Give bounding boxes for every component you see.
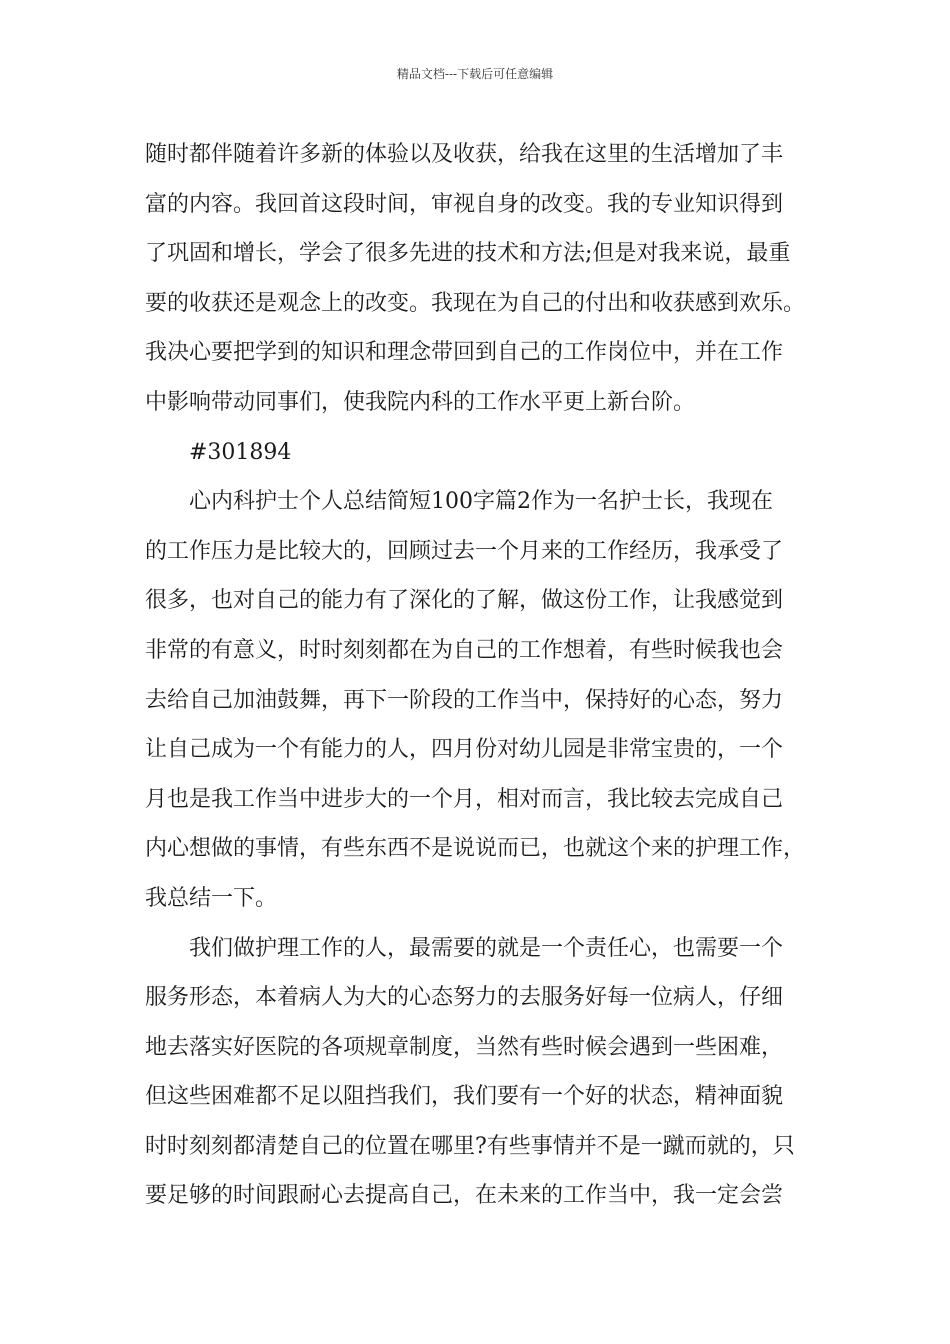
text-line: 了巩固和增长，学会了很多先进的技术和方法;但是对我来说，最重 [145,241,791,267]
text-line: 内心想做的事情，有些东西不是说说而已，也就这个来的护理工作， [145,836,806,862]
document-body [145,130,815,1221]
text-line: 要足够的时间跟耐心去提高自己，在未来的工作当中，我一定会尝 [145,1183,784,1209]
paragraph [145,477,815,923]
text-line: 心内科护士个人总结简短100字篇2作为一名护士长，我现在 [189,489,773,515]
text-line: 我总结一下。 [145,885,278,911]
text-line: 时时刻刻都清楚自己的位置在哪里?有些事情并不是一蹴而就的，只 [145,1133,795,1159]
document-id-text: #301894 [189,439,292,465]
text-line: 很多，也对自己的能力有了深化的了解，做这份工作，让我感觉到 [145,588,784,614]
text-line: 中影响带动同事们，使我院内科的工作水平更上新台阶。 [145,389,696,415]
text-line: 月也是我工作当中进步大的一个月，相对而言，我比较去完成自己 [145,786,784,812]
text-line: 地去落实好医院的各项规章制度，当然有些时候会遇到一些困难， [145,1034,784,1060]
text-line: 要的收获还是观念上的改变。我现在为自己的付出和收获感到欢乐。 [145,290,806,316]
text-line: 随时都伴随着许多新的体验以及收获，给我在这里的生活增加了丰 [145,142,784,167]
text-line: 但这些困难都不足以阻挡我们，我们要有一个好的状态，精神面貌 [145,1084,784,1110]
text-line: 服务形态，本着病人为大的心态努力的去服务好每一位病人，仔细 [145,985,784,1011]
text-line: 的工作压力是比较大的，回顾过去一个月来的工作经历，我承受了 [145,538,784,564]
text-line: 去给自己加油鼓舞，再下一阶段的工作当中，保持好的心态，努力 [145,687,784,713]
text-line: 我们做护理工作的人，最需要的就是一个责任心，也需要一个 [189,935,784,961]
paragraph [145,130,815,428]
text-line: 富的内容。我回首这段时间，审视自身的改变。我的专业知识得到 [145,191,784,217]
text-line: 非常的有意义，时时刻刻都在为自己的工作想着，有些时候我也会 [145,637,784,663]
text-line: 我决心要把学到的知识和理念带回到自己的工作岗位中，并在工作 [145,340,784,366]
page-header: 精品文档---下载后可任意编辑 [396,67,554,81]
text-line: 让自己成为一个有能力的人，四月份对幼儿园是非常宝贵的，一个 [145,737,784,763]
document-id [145,428,815,478]
paragraph [145,924,815,1222]
